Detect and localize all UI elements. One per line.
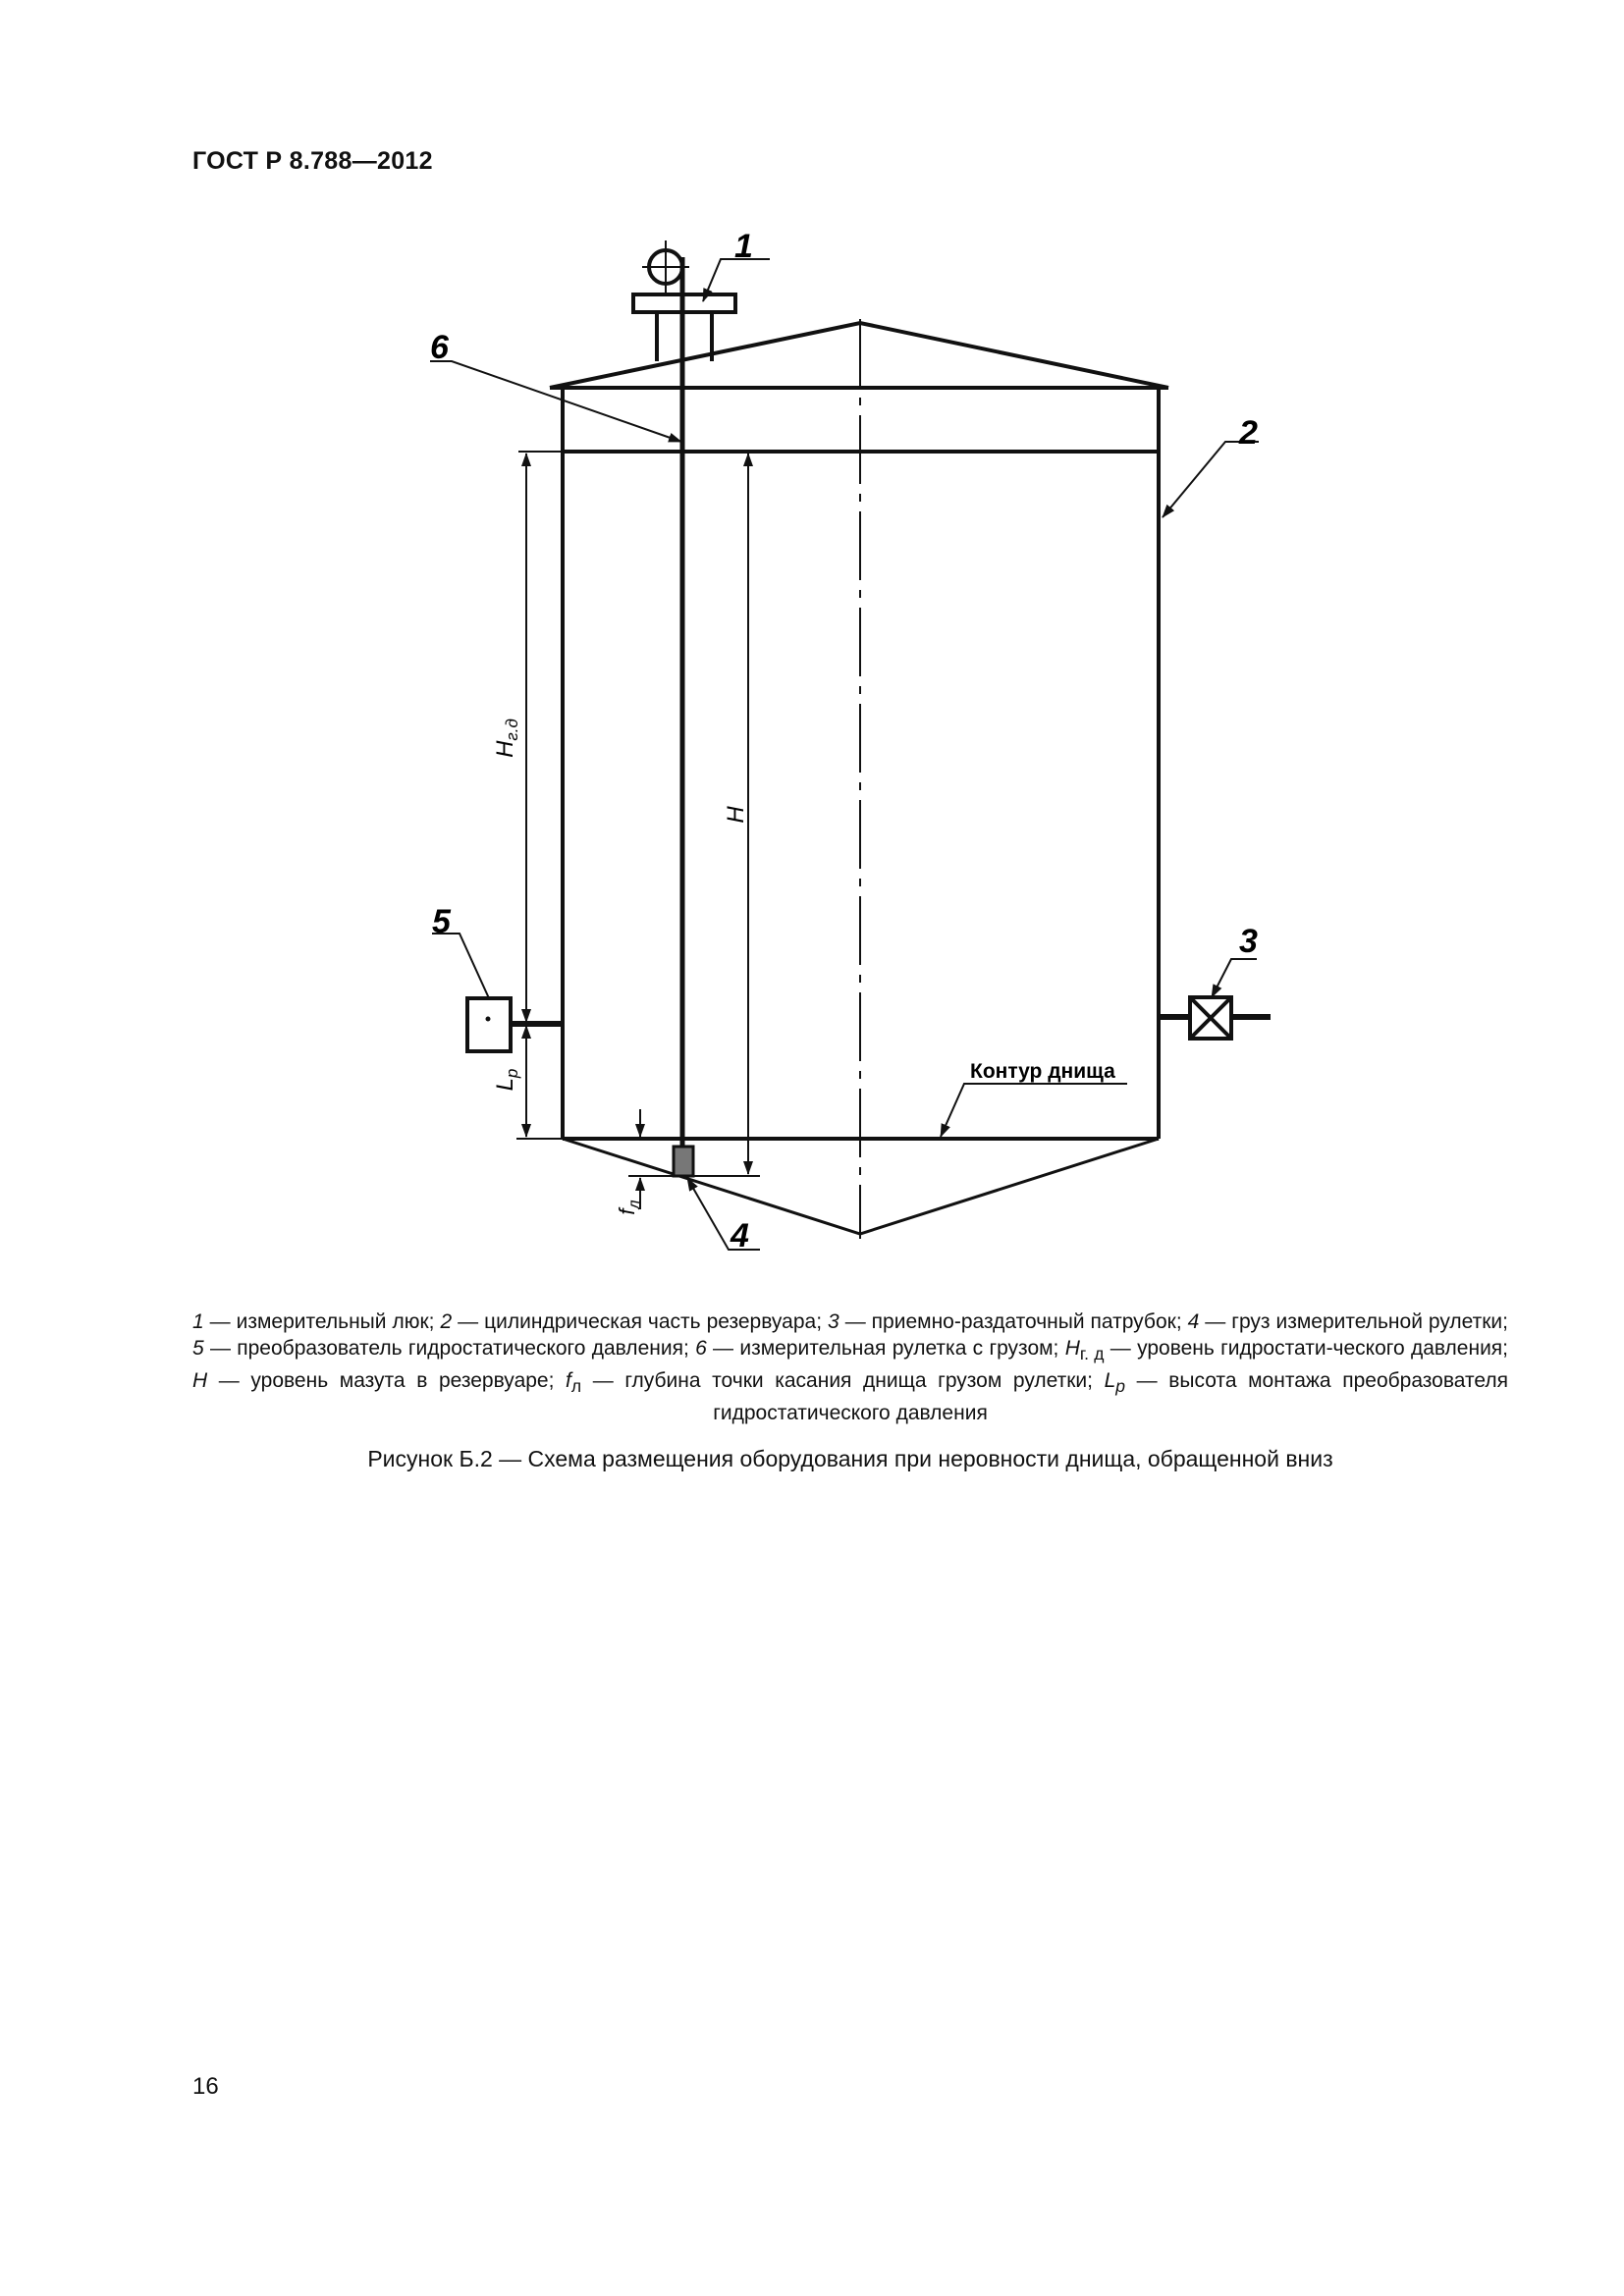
document-header: ГОСТ Р 8.788—2012 [192, 147, 433, 175]
callout-2: 2 [1239, 414, 1258, 452]
dimension-Lp [516, 1026, 563, 1139]
figure-legend: 1 — измерительный люк; 2 — цилиндрическая часть резервуара; 3 — приемно-раздаточный патрубок; 4 — груз измерительной рулетки; 5 — преобразователь гидростатического давления; 6 — измерительная рулетка с грузом; $H_{г. д}$ — уровень гидростати-ческого давления; H — уровень мазута в резервуаре; $f_л$ — глубина точки касания днища грузом рулетки; $L_р$ — высота монтажа преобразователя гидростатического давления [192, 1310, 1509, 1425]
label-fl [615, 1200, 643, 1214]
label-H [723, 806, 749, 824]
page-number: 16 [192, 2073, 219, 2100]
svg-text:fл: $f_л$ [615, 1200, 643, 1215]
svg-text:Hг.д: $H_{г.д}$ [492, 719, 521, 758]
tape-weight [674, 1147, 693, 1176]
leader-3 [1212, 959, 1257, 997]
callout-1: 1 [734, 228, 753, 265]
svg-text:H: H [723, 806, 749, 824]
bottom-contour-label: Контур днища [970, 1060, 1115, 1083]
callout-3: 3 [1239, 923, 1258, 960]
pressure-transducer [467, 998, 563, 1051]
callout-6: 6 [430, 329, 449, 366]
callout-5: 5 [432, 903, 451, 940]
figure-title: Рисунок Б.2 — Схема размещения оборудования при неровности днища, обращенной вниз [367, 1446, 1333, 1471]
label-Lp [492, 1069, 521, 1092]
leader-6 [430, 361, 681, 442]
svg-text:Lр: $L_р$ [492, 1068, 521, 1092]
leader-2 [1163, 442, 1259, 517]
dimension-fl [628, 1109, 674, 1209]
dimension-Hgd [518, 452, 563, 1024]
callout-4: 4 [731, 1217, 749, 1255]
leader-5 [432, 934, 489, 998]
leader-contour [941, 1084, 1127, 1137]
receiving-dispensing-nozzle [1159, 997, 1271, 1039]
label-Hgd [492, 719, 521, 758]
